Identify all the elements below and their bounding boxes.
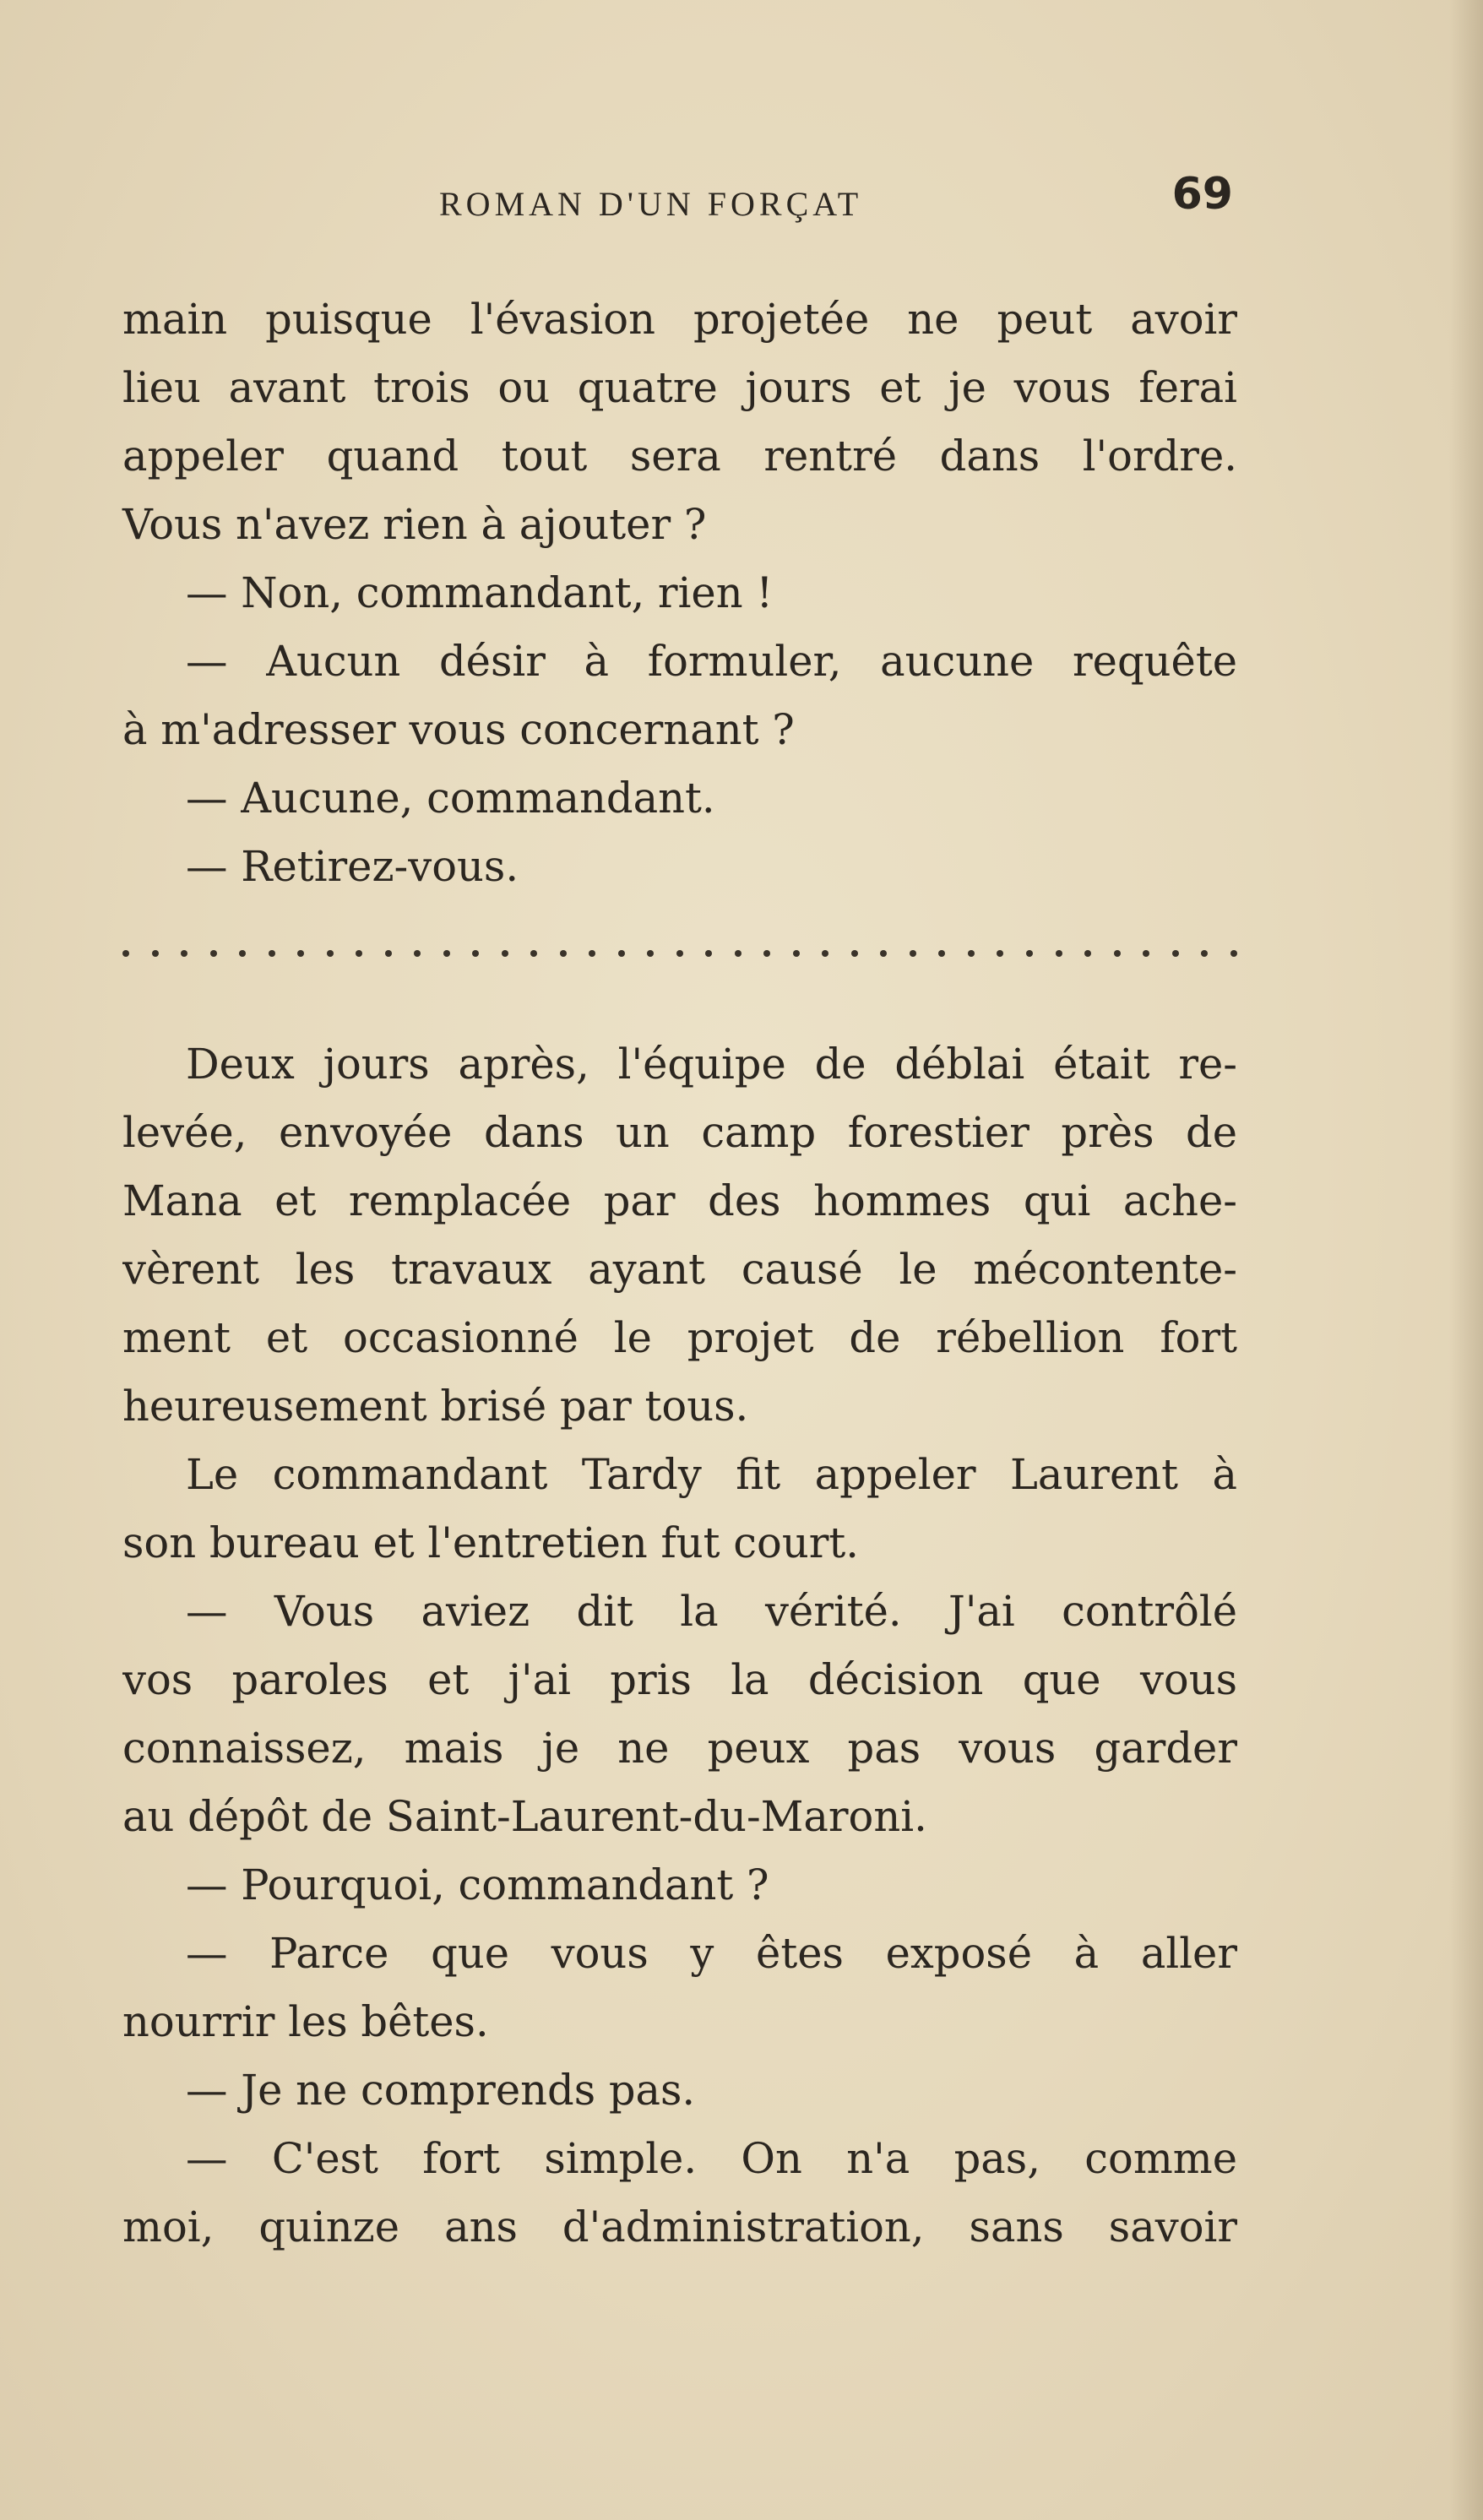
dialogue-line: — Pourquoi, commandant ? xyxy=(186,1860,769,1909)
text-block-top xyxy=(122,285,1237,901)
page-edge-shadow xyxy=(1449,0,1483,2520)
dialogue-line: — Aucun désir à formuler, aucune requête xyxy=(186,637,1237,686)
separator-dot xyxy=(618,950,625,957)
dialogue-line: — C'est fort simple. On n'a pas, comme xyxy=(186,2134,1237,2183)
separator-dot xyxy=(356,950,362,957)
separator-dot xyxy=(239,950,246,957)
page-number: 69 xyxy=(1171,169,1233,220)
separator-dot xyxy=(1114,950,1121,957)
dialogue-line: — Vous aviez dit la vérité. J'ai contrôlé xyxy=(186,1587,1237,1636)
dialogue-line: — Aucune, commandant. xyxy=(186,774,715,823)
dialogue-line: moi, quinze ans d'administration, sans savoir xyxy=(122,2202,1237,2251)
separator-dot xyxy=(793,950,800,957)
text-line: ment et occasionné le projet de rébellion fort xyxy=(122,1313,1237,1362)
separator-dot xyxy=(122,950,129,957)
dialogue-line: connaissez, mais je ne peux pas vous garder xyxy=(122,1724,1237,1773)
separator-dot xyxy=(647,950,654,957)
separator-dot xyxy=(181,950,187,957)
separator-dot xyxy=(269,950,275,957)
separator-dot xyxy=(997,950,1003,957)
section-separator-dots xyxy=(122,950,1237,957)
separator-dot xyxy=(1172,950,1179,957)
text-line: Deux jours après, l'équipe de déblai était re- xyxy=(186,1040,1237,1089)
text-line: lieu avant trois ou quatre jours et je vous ferai xyxy=(122,363,1237,412)
separator-dot xyxy=(1201,950,1208,957)
text-line: appeler quand tout sera rentré dans l'ordre. xyxy=(122,432,1237,481)
separator-dot xyxy=(589,950,595,957)
separator-dot xyxy=(1143,950,1149,957)
dialogue-line: — Je ne comprends pas. xyxy=(186,2066,696,2115)
separator-dot xyxy=(414,950,421,957)
separator-dot xyxy=(822,950,828,957)
separator-dot xyxy=(530,950,537,957)
dialogue-line: au dépôt de Saint-Laurent-du-Maroni. xyxy=(122,1792,927,1841)
separator-dot xyxy=(880,950,887,957)
text-block-bottom xyxy=(122,1030,1237,2262)
dialogue-line: à m'adresser vous concernant ? xyxy=(122,705,795,754)
separator-dot xyxy=(502,950,508,957)
separator-dot xyxy=(676,950,683,957)
separator-dot xyxy=(1056,950,1062,957)
separator-dot xyxy=(443,950,450,957)
separator-dot xyxy=(472,950,479,957)
dialogue-line: — Parce que vous y êtes exposé à aller xyxy=(186,1929,1237,1978)
separator-dot xyxy=(297,950,304,957)
separator-dot xyxy=(851,950,858,957)
separator-dot xyxy=(763,950,770,957)
text-line: Mana et remplacée par des hommes qui ache- xyxy=(122,1176,1237,1225)
separator-dot xyxy=(327,950,334,957)
separator-dot xyxy=(705,950,712,957)
text-line: vèrent les travaux ayant causé le mécontente- xyxy=(122,1245,1237,1294)
dialogue-line: — Non, commandant, rien ! xyxy=(186,568,774,617)
dialogue-line: — Retirez-vous. xyxy=(186,842,519,891)
separator-dot xyxy=(968,950,975,957)
dialogue-line: nourrir les bêtes. xyxy=(122,1997,489,2046)
separator-dot xyxy=(1230,950,1237,957)
text-line: Vous n'avez rien à ajouter ? xyxy=(122,500,707,549)
separator-dot xyxy=(560,950,567,957)
text-line: son bureau et l'entretien fut court. xyxy=(122,1518,860,1567)
separator-dot xyxy=(210,950,217,957)
separator-dot xyxy=(910,950,916,957)
separator-dot xyxy=(152,950,159,957)
separator-dot xyxy=(385,950,392,957)
separator-dot xyxy=(1084,950,1091,957)
text-line: Le commandant Tardy fit appeler Laurent à xyxy=(186,1450,1237,1499)
running-title: ROMAN D'UN FORÇAT xyxy=(439,185,863,223)
separator-dot xyxy=(735,950,742,957)
text-line: levée, envoyée dans un camp forestier près de xyxy=(122,1108,1237,1157)
separator-dot xyxy=(938,950,945,957)
text-line: main puisque l'évasion projetée ne peut avoir xyxy=(122,295,1237,344)
text-line: heureusement brisé par tous. xyxy=(122,1382,749,1431)
separator-dot xyxy=(1026,950,1033,957)
page-header xyxy=(127,169,1233,228)
dialogue-line: vos paroles et j'ai pris la décision que vous xyxy=(122,1655,1237,1704)
